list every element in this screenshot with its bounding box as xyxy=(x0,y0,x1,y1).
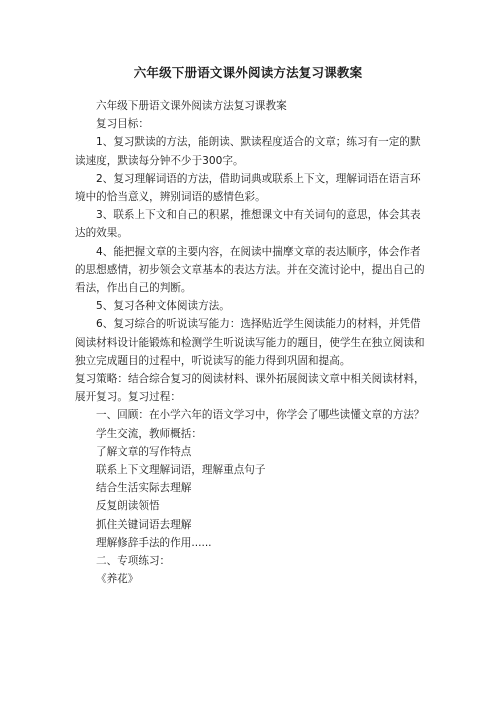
document-body xyxy=(75,97,427,588)
review-section: 一、回顾：在小学六年的语文学习中，你学会了哪些读懂文章的方法？ xyxy=(96,409,425,422)
objectives-heading: 复习目标： xyxy=(96,118,149,131)
list-item: 反复朗读领悟 xyxy=(96,500,160,513)
list-item: 结合生活实际去理解 xyxy=(96,482,192,495)
list-item: 抓住关键词语去理解 xyxy=(96,518,192,531)
objective-6: 6、复习综合的听说读写能力：选择贴近学生阅读能力的材料，并凭借阅读材料设计能锻炼和检测学生听说读写能力的题目，使学生在独立阅读和独立完成题目的过程中，听说读写的能力得到巩固和提高。 xyxy=(75,318,425,367)
document-title: 六年级下册语文课外阅读方法复习课教案 xyxy=(133,65,363,80)
methods-list xyxy=(75,425,427,589)
list-item: 理解修辞手法的作用...... xyxy=(96,536,212,549)
practice-heading: 二、专项练习： xyxy=(96,555,171,568)
strategy-paragraph: 复习策略：结合综合复习的阅读材料、课外拓展阅读文章中相关阅读材料，展开复习。复习过程： xyxy=(75,373,425,404)
objective-2: 2、复习理解词语的方法，借助词典或联系上下文，理解词语在语言环境中的恰当意义，辨别词语的感情色彩。 xyxy=(75,172,421,204)
list-item: 联系上下文理解词语，理解重点句子 xyxy=(96,464,266,477)
list-item: 了解文章的写作特点 xyxy=(96,445,192,458)
objective-1: 1、复习默读的方法，能朗读、默读程度适合的文章；练习有一定的默读速度，默读每分钟不少于300字。 xyxy=(75,136,421,167)
intro-line: 六年级下册语文课外阅读方法复习课教案 xyxy=(96,100,287,112)
objective-4: 4、能把握文章的主要内容，在阅读中揣摩文章的表达顺序，体会作者的思想感情，初步领会文章基本的表达方法。并在交流讨论中，提出自己的看法，作出自己的判断。 xyxy=(75,245,425,295)
list-item: 学生交流，教师概括： xyxy=(96,427,202,440)
objective-5: 5、复习各种文体阅读方法。 xyxy=(96,300,230,313)
objective-3: 3、联系上下文和自己的积累，推想课文中有关词句的意思，体会其表达的效果。 xyxy=(75,209,421,240)
practice-text-title: 《养花》 xyxy=(96,573,139,586)
